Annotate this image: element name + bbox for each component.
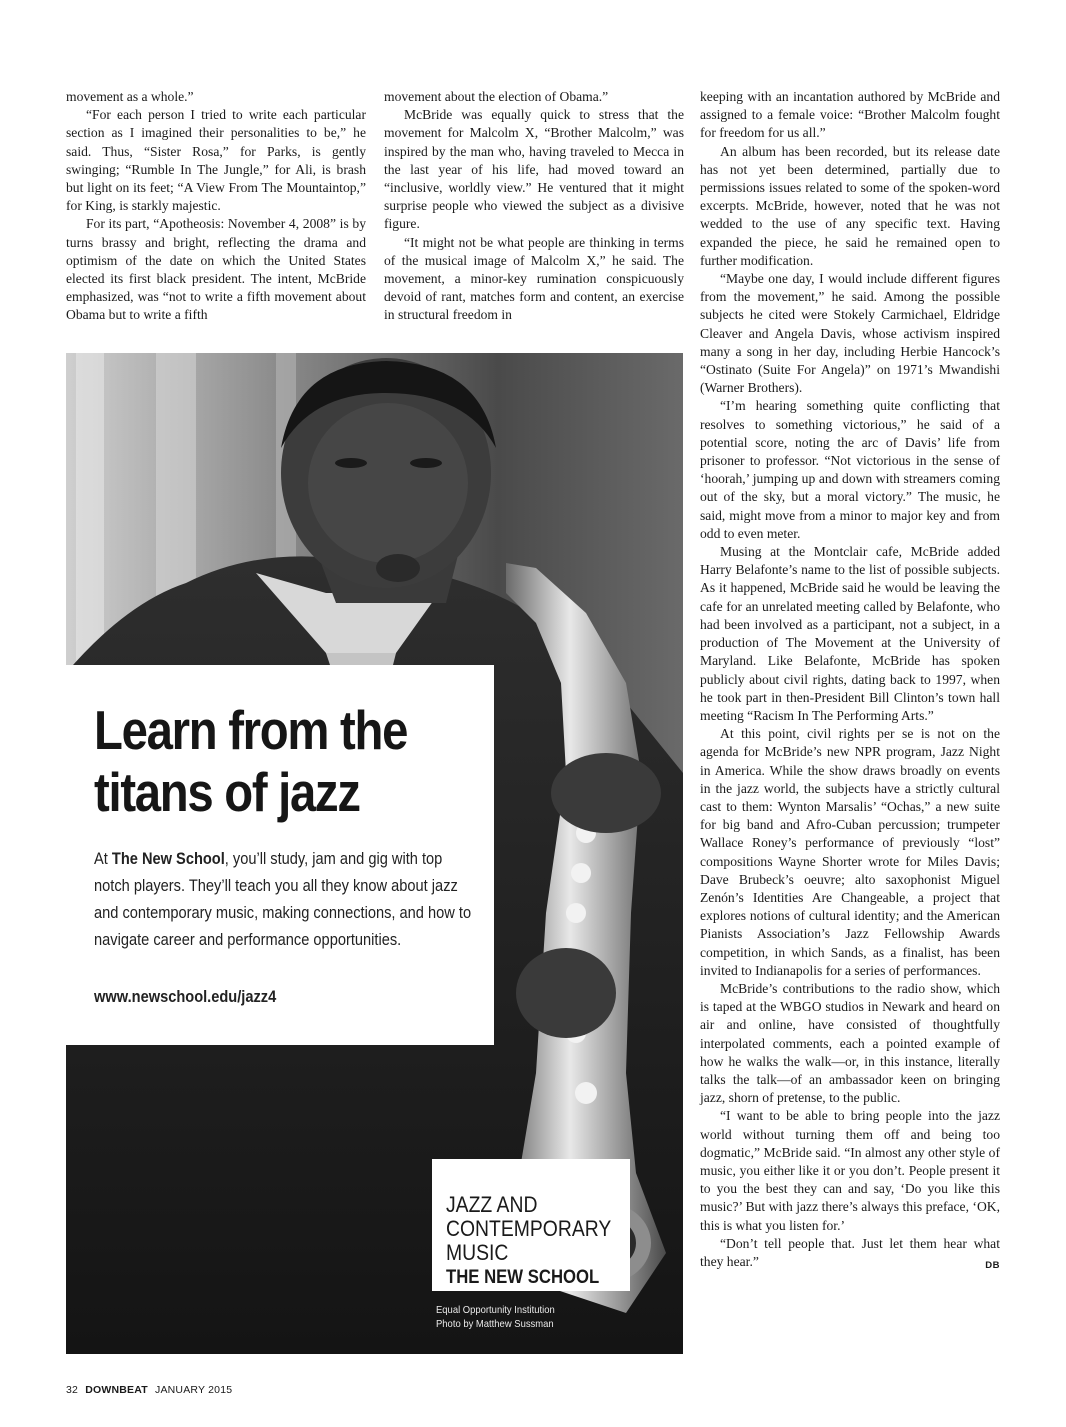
credit-line-1: Equal Opportunity Institution — [436, 1304, 555, 1316]
ad-headline-line-2: titans of jazz — [94, 761, 360, 823]
paragraph: “Don’t tell people that. Just let them hear what they hear.” DB — [700, 1235, 1000, 1271]
ad-body-rest: , you’ll study, jam and gig with top notch players. They’ll teach you all they know about jazz and contemporary music, making connections, and how to navigate career and performance opportunities. — [94, 849, 472, 949]
paragraph: “I want to be able to bring people into the jazz world without turning them off and being too dogmatic,” McBride said. “In almost any other style of music, you either like it or you don’t. People present it to you the best they can and say, ‘Do you like this music?’ But with jazz there’s always this preface, ‘OK, this is what you listen for.’ — [700, 1108, 1000, 1233]
paragraph: McBride was equally quick to stress that the movement for Malcolm X, “Brother Malcolm,” was inspired by the man who, having traveled to Mecca in the last year of his life, had moved toward an “inclusive, worldly view.” He ventured that it might surprise people who viewed the subject as a divisive figure. — [384, 107, 684, 232]
end-mark: DB — [985, 1260, 1000, 1271]
ad-body-text — [94, 845, 472, 953]
paragraph: “Maybe one day, I would include different figures from the movement,” he said. Among the possible subjects he cited were Stokely Carmichael, Eldridge Cleaver and Angela Davis, whose activism inspired many a song in her day, including Herbie Hancock’s “Ostinato (Suite For Angela)” on 1971’s Mwandishi (Warner Brothers). — [700, 271, 1000, 396]
paragraph: Musing at the Montclair cafe, McBride added Harry Belafonte’s name to the list of possible subjects. As it happened, McBride said he would be leaving the cafe for an unrelated meeting called by Belafonte, who had been involved as a participant, not a subject, in a production of The Movement at the University of Maryland. Like Belafonte, McBride has spoken publicly about civil rights, dating back to 1997, when he took part in then-President Bill Clinton’s town hall meeting “Racism In The Performing Arts.” — [700, 544, 1000, 723]
paragraph: An album has been recorded, but its release date has not yet been determined, partially due to permissions issues related to some of the spoken-word excerpts. McBride, however, noted that he was not wedded to the use of any specific text. Having expanded the piece, he said he remained open to further modification. — [700, 143, 1000, 268]
paragraph: At this point, civil rights per se is not on the agenda for McBride’s new NPR program, Jazz Night in America. While the show draws broadly on events in the jazz world, the subjects have a strictly cultural cast to them: Wynton Marsalis’ “Ochas,” a new suite for big band and Afro-Cuban percussion; trumpeter Wallace Roney’s performance of previously “lost” compositions Wayne Shorter wrote for Miles Davis; Dave Brubeck’s oeuvre; alto saxophonist Miguel Zenón’s Identities Are Changeable, a project that explores notions of cultural identity; and the American Pianists Association’s Jazz Fellowship Awards competition, in which Sands, as a finalist, has been invited to Indianapolis for a series of performances. — [700, 726, 1000, 978]
page-footer — [66, 1384, 232, 1396]
ad-body-school-name: The New School — [111, 849, 225, 868]
logo-line-3: MUSIC — [446, 1240, 509, 1265]
paragraph: For its part, “Apotheosis: November 4, 2008” is by turns brassy and bright, reflecting the drama and optimism of the date on which the United States elected its first black president. The intent, McBride emphasized, was “not to write a fifth movement about Obama but to write a fifth — [66, 216, 366, 323]
issue-date: JANUARY 2015 — [155, 1384, 233, 1396]
paragraph: McBride’s contributions to the radio show, which is taped at the WBGO studios in Newark and heard on air and online, have consisted of thoughtfully interpolated comments, each a pointed example of how he walks the walk—or, in this instance, literally talks the talk—of an ambassador keen on bringing jazz, shorn of pretense, to the public. — [700, 980, 1000, 1106]
logo-line-1: JAZZ AND — [446, 1192, 538, 1217]
ad-body-prefix: At — [94, 849, 112, 868]
paragraph: “I’m hearing something quite conflicting that resolves to something victorious,” he said of a potential score, noting the arc of Davis’ life from prisoner to professor. “Not victorious in the sense of ‘hoorah,’ jumping up and down with streamers coming out of the sky, but a moral victory.” The music, he said, might move from a minor to major key and from odd to even meter. — [700, 398, 1000, 541]
article-column-2 — [384, 88, 684, 325]
paragraph: “It might not be what people are thinking in terms of the musical image of Malcolm X,” he said. The movement, a minor-key rumination conspicuously devoid of rant, matches form and content, an exercise in structural freedom in — [384, 234, 684, 323]
new-school-advertisement — [66, 353, 683, 1354]
paragraph: keeping with an incantation authored by McBride and assigned to a female voice: “Brother Malcolm fought for freedom for us all.” — [700, 89, 1000, 141]
ad-text-panel — [66, 665, 494, 1045]
article-column-1 — [66, 88, 366, 325]
ad-headline-line-1: Learn from the — [94, 699, 408, 761]
credit-line-2: Photo by Matthew Sussman — [436, 1318, 554, 1330]
photo-credit — [436, 1303, 555, 1331]
new-school-logo — [432, 1159, 630, 1291]
paragraph: movement as a whole.” — [66, 89, 194, 104]
page-number: 32 — [66, 1384, 79, 1396]
logo-line-2: CONTEMPORARY — [446, 1216, 612, 1241]
ad-headline — [94, 699, 438, 823]
paragraph: movement about the election of Obama.” — [384, 89, 609, 104]
magazine-name: DOWNBEAT — [85, 1384, 148, 1396]
article-column-3 — [700, 88, 1000, 1275]
paragraph: “For each person I tried to write each particular section as I imagined their personalities to be,” he said. Thus, “Sister Rosa,” for Parks, is gently swinging; “Rumble In The Jungle,” for Ali, is brash but light on its feet; “A View From The Mountaintop,” for King, is starkly majestic. — [66, 107, 366, 214]
logo-line-4: THE NEW SCHOOL — [446, 1267, 600, 1288]
ad-url-link[interactable]: www.newschool.edu/jazz4 — [94, 987, 277, 1006]
